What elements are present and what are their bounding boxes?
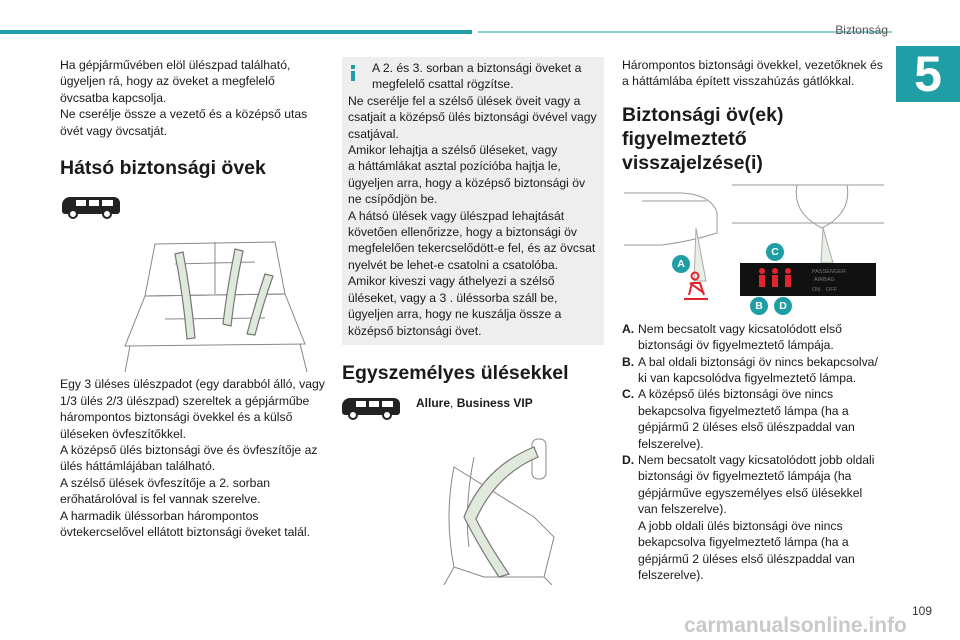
text-line: 1/3 ülés 2/3 ülészpad) szereltek a gépjárműbe [60,393,310,408]
rear-seat-belt-illustration [115,234,315,374]
version-business-vip: Business VIP [456,395,533,410]
van-icon [62,194,330,224]
text-line: hárompontos biztonsági övekkel és a külső [60,410,293,425]
badge-d: D [774,297,792,315]
text-line: ki van kapcsolódva figyelmeztető lámpa. [638,371,857,386]
text-line: nyelvét be lehet-e csatolni a csatolóba. [348,257,559,272]
heading-line: Biztonsági öv(ek) [622,103,784,126]
text-line: A jobb oldali ülés biztonsági öve nincs [638,518,843,533]
text-line: Hárompontos biztonsági övekkel, vezetőknek és [622,58,883,72]
version-label [416,395,533,411]
rear-belts-body [60,376,330,540]
text-line: Ha gépjárművében elöl ülészpad található, [60,58,291,72]
text-line: üléseket, vagy a 3 . üléssorba száll be, [348,290,558,305]
text-line: középső biztonsági övet. [348,323,482,338]
text-line: A bal oldali biztonsági öv nincs bekapcsolva/ [638,354,878,369]
column-middle [342,57,604,585]
heading-line: figyelmeztető [622,127,747,150]
text-line: a háttámlákat asztal pozícióba hajtja le, [348,159,561,174]
text-line: gépjármű 2 üléses első ülészpaddal van [638,420,855,435]
text-line: csatjával. [348,126,399,141]
text-line: övét vagy övcsatját. [60,123,168,138]
panel-label-off: OFF [826,286,837,293]
text-line: felszerelve). [638,436,704,451]
version-row [342,395,604,421]
text-line: Amikor lehajtja a szélső üléseket, vagy [348,143,558,158]
text-line: gépjármű 2 üléses első ülészpaddal van [638,551,855,566]
text-line: biztonsági öv figyelmeztető lámpája. [638,338,834,353]
text-line: van felszerelve). [638,502,727,517]
warning-lamp-illustration [622,183,887,313]
text-line: biztonsági öv figyelmeztető lámpája (ha [638,469,852,484]
text-line: megfelelő csattal rögzítse. [372,77,514,92]
text-line: Egy 3 üléses ülészpadot (egy darabból álló, vagy [60,377,325,392]
text-line: Ne cserélje fel a szélső ülések öveit vagy a [348,93,581,108]
chapter-tab: 5 [896,46,960,102]
version-allure: Allure [416,395,451,410]
text-line: ne csípődjön be. [348,192,438,207]
text-line: övcsatba kapcsolja. [60,90,167,105]
text-line: bekapcsolva figyelmeztető lámpa (ha a [638,403,849,418]
column-right [622,57,887,583]
van-icon [342,395,400,421]
text-line: üléseken övfeszítőkkel. [60,426,187,441]
text-line: Ne cserélje össze a vezető és a középső utas [60,107,308,122]
text-line: ügyeljen arra, hogy a középső biztonsági öv [348,175,586,190]
badge-c: C [766,243,784,261]
text-line: Nem becsatolt vagy kicsatolódott jobb oldali [638,453,875,468]
text-line: megfelelően tekercselődött-e fel, és az övcsat [348,241,596,256]
intro-paragraph [622,57,887,90]
text-line: bekapcsolva figyelmeztető lámpa (ha a [638,535,849,550]
text-line: felszerelve). [638,567,704,582]
text-line: A 2. és 3. sorban a biztonsági öveket a [372,61,582,75]
list-item [622,321,887,354]
text-line: gépjárműve egyszemélyes első ülésekkel [638,485,863,500]
header-rule-light [478,31,892,33]
list-item [622,452,887,583]
heading-rear-belts: Hátsó biztonsági övek [60,157,266,180]
legend-list [622,321,887,584]
heading-belt-warning [622,103,887,175]
section-title: Biztonság [835,23,888,37]
text-line: erőhatárolóval is fel vannak szerelve. [60,492,261,507]
text-line: Amikor kiveszi vagy áthelyezi a szélső [348,274,555,289]
text-line: A hátsó ülések vagy ülészpad lehajtását [348,208,565,223]
text-line: a háttámlába épített visszahúzás gátlókkal. [622,74,855,89]
intro-paragraph [60,57,330,139]
text-line: A szélső ülések övfeszítője a 2. sorban [60,475,271,490]
panel-label-passenger: PASSENGER [812,268,846,275]
page-number: 109 [911,604,932,618]
header-rule [0,30,472,34]
text-line: csatjait a középső ülés biztonsági övével vagy [348,110,597,125]
text-line: ügyeljen rá, hogy az öveket a megfelelő [60,74,275,89]
heading-individual-seats: Egyszemélyes ülésekkel [342,361,569,384]
text-line: ülés háttámlájában található. [60,459,216,474]
panel-label-airbag: AIRBAG [814,276,835,283]
list-key: D. [622,453,635,468]
text-line: Nem becsatolt vagy kicsatolódott első [638,321,842,336]
info-icon [351,65,355,81]
list-item [622,354,887,387]
list-item [622,386,887,452]
watermark: carmanualsonline.info [684,614,907,637]
text-line: övtekercselővel ellátott biztonsági öveket talál. [60,525,310,540]
list-key: B. [622,354,635,369]
column-left [60,57,330,541]
text-line: ügyeljen arra, hogy ne kuszálja össze a [348,307,562,322]
text-line: követően ellenőrizze, hogy a biztonsági öv [348,225,577,240]
version-sep: , [450,395,457,410]
heading-line: visszajelzése(i) [622,151,763,174]
info-box [342,57,604,345]
text-line: A harmadik üléssorban hárompontos [60,508,259,523]
list-key: C. [622,387,635,402]
badge-a: A [672,255,690,273]
text-line: A középső ülés biztonsági öve nincs [638,387,834,402]
text-line: A középső ülés biztonsági öve és övfeszítője az [60,443,318,458]
badge-b: B [750,297,768,315]
panel-label-on: ON [812,286,821,293]
list-key: A. [622,321,635,336]
single-seat-belt-illustration [424,427,574,585]
